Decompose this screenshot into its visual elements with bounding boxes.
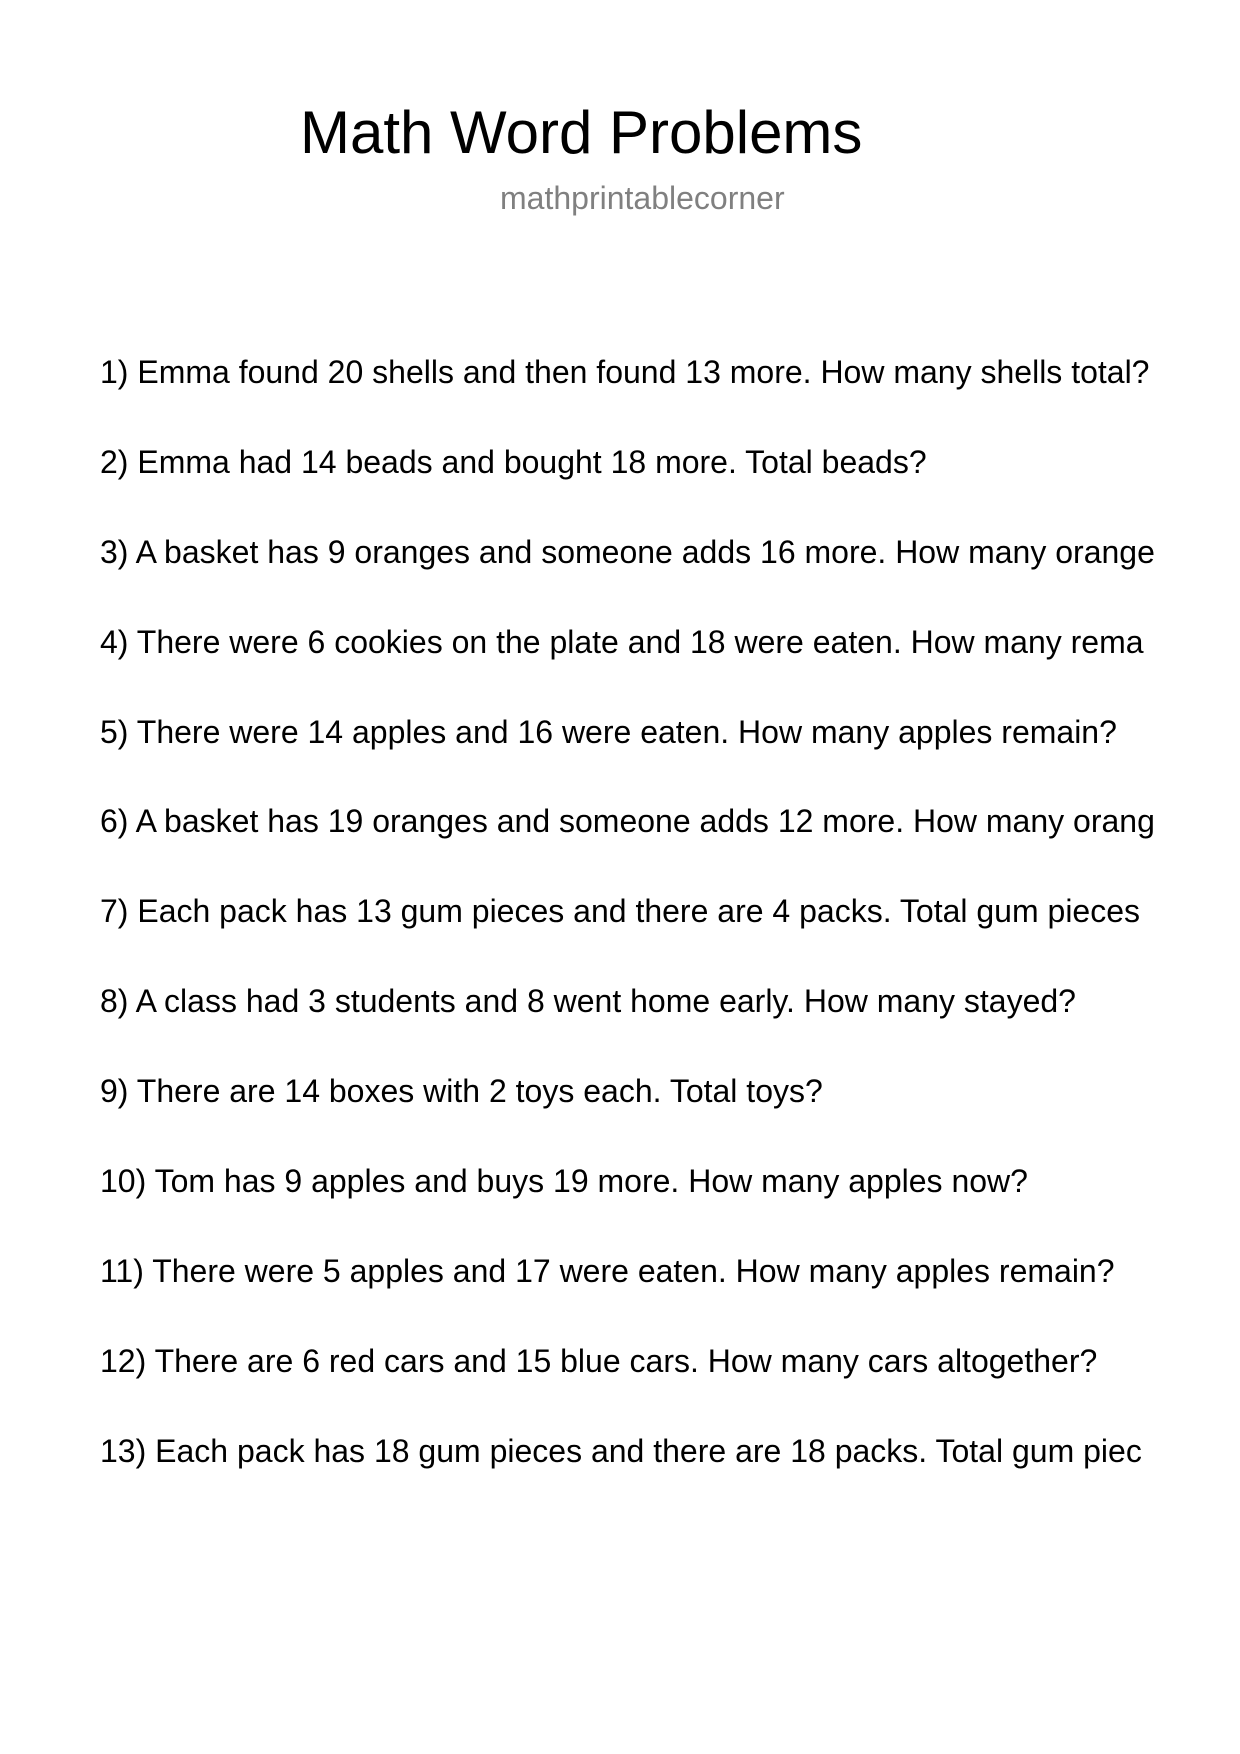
problem-item-4: 4) There were 6 cookies on the plate and 18 were eaten. How many rema: [100, 623, 1144, 660]
problem-item-3: 3) A basket has 9 oranges and someone adds 16 more. How many orange: [100, 533, 1155, 570]
problem-item-9: 9) There are 14 boxes with 2 toys each. Total toys?: [100, 1073, 823, 1110]
problem-item-13: 13) Each pack has 18 gum pieces and there are 18 packs. Total gum piec: [100, 1432, 1142, 1469]
page-title: Math Word Problems: [300, 99, 863, 166]
problem-item-12: 12) There are 6 red cars and 15 blue cars. How many cars altogether?: [100, 1342, 1098, 1379]
problem-item-1: 1) Emma found 20 shells and then found 13 more. How many shells total?: [100, 354, 1150, 390]
problem-item-6: 6) A basket has 19 oranges and someone adds 12 more. How many orang: [100, 803, 1155, 840]
problem-item-11: 11) There were 5 apples and 17 were eaten. How many apples remain?: [100, 1252, 1115, 1289]
problem-list: [100, 352, 1240, 1521]
page-subtitle: mathprintablecorner: [500, 180, 785, 216]
problem-item-8: 8) A class had 3 students and 8 went home early. How many stayed?: [100, 983, 1076, 1020]
problem-item-5: 5) There were 14 apples and 16 were eaten. How many apples remain?: [100, 713, 1117, 750]
problem-item-7: 7) Each pack has 13 gum pieces and there are 4 packs. Total gum pieces: [100, 893, 1141, 930]
problem-item-10: 10) Tom has 9 apples and buys 19 more. How many apples now?: [100, 1163, 1028, 1200]
problem-item-2: 2) Emma had 14 beads and bought 18 more. Total beads?: [100, 443, 927, 480]
